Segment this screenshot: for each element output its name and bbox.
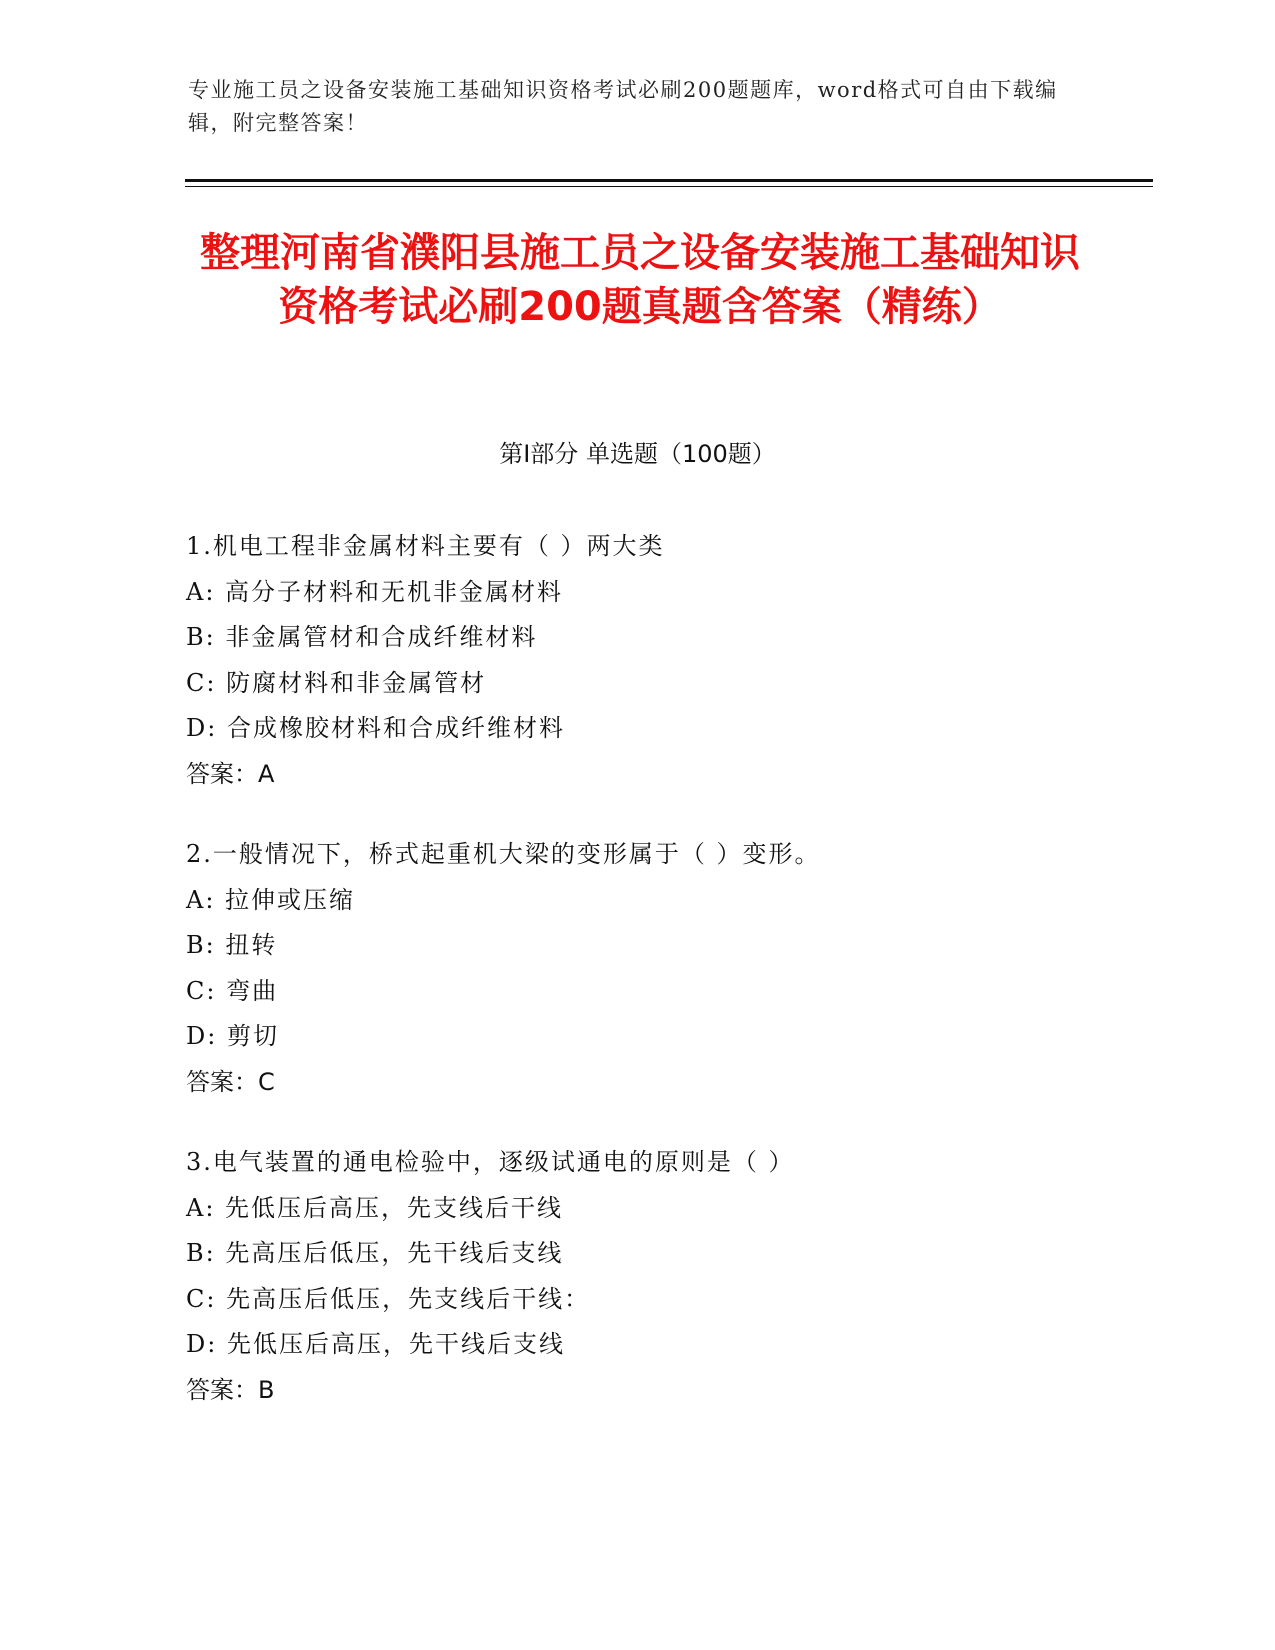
header-note: 专业施工员之设备安装施工基础知识资格考试必刷200题题库，word格式可自由下载编辑，附完整答案！: [188, 78, 1058, 135]
question-stem: 2.一般情况下，桥式起重机大梁的变形属于（ ）变形。: [186, 840, 821, 868]
option-a: A: 拉伸或压缩: [186, 885, 356, 914]
option-a: A: 高分子材料和无机非金属材料: [186, 577, 564, 606]
option-d: D: 剪切: [186, 1022, 279, 1050]
option-c: C: 防腐材料和非金属管材: [186, 668, 487, 697]
document-title: 整理河南省濮阳县施工员之设备安装施工基础知识资格考试必刷200题真题含答案（精练）: [200, 230, 1080, 330]
answer: 答案：B: [186, 1375, 275, 1404]
question-stem: 3.电气装置的通电检验中，逐级试通电的原则是（ ）: [186, 1148, 795, 1176]
answer: 答案：C: [186, 1067, 275, 1096]
option-b: B: 非金属管材和合成纤维材料: [186, 623, 538, 651]
option-b: B: 先高压后低压，先干线后支线: [186, 1239, 564, 1267]
option-c: C: 弯曲: [186, 976, 279, 1005]
question-1: [186, 524, 1086, 797]
header-rule-thin: [185, 186, 1153, 187]
question-stem: 1.机电工程非金属材料主要有（ ）两大类: [186, 532, 665, 560]
option-d: D: 合成橡胶材料和合成纤维材料: [186, 714, 565, 742]
section-heading: 第I部分 单选题（100题）: [499, 440, 776, 468]
answer: 答案：A: [186, 759, 275, 788]
question-3: [186, 1140, 1086, 1413]
question-list: [186, 524, 1086, 1448]
option-d: D: 先低压后高压，先干线后支线: [186, 1330, 565, 1358]
option-a: A: 先低压后高压，先支线后干线: [186, 1193, 564, 1222]
option-c: C: 先高压后低压，先支线后干线：: [186, 1284, 591, 1313]
header-rule-thick: [185, 179, 1153, 182]
option-b: B: 扭转: [186, 931, 278, 959]
question-2: [186, 832, 1086, 1105]
